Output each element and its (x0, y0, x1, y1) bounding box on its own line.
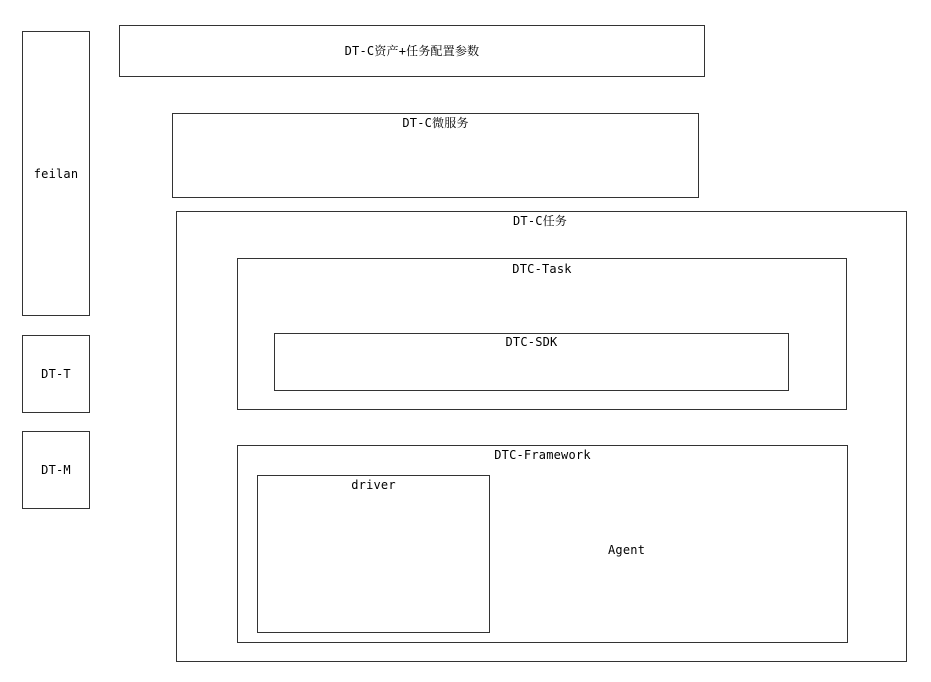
assets-config-label: DT-C资产+任务配置参数 (344, 44, 480, 58)
feilan-box (22, 31, 90, 316)
dtc-sdk-label: DTC-SDK (505, 335, 558, 349)
driver-label: driver (351, 478, 396, 492)
agent-label: Agent (608, 543, 646, 557)
dt-m-label: DT-M (41, 463, 71, 477)
driver-box (257, 475, 490, 633)
dt-m-box (22, 431, 90, 509)
dtc-sdk-box (274, 333, 789, 391)
microservice-box (172, 113, 699, 198)
microservice-label: DT-C微服务 (402, 116, 469, 130)
dt-t-label: DT-T (41, 367, 71, 381)
task-container-label: DT-C任务 (513, 214, 568, 228)
dt-t-box (22, 335, 90, 413)
dtc-framework-label: DTC-Framework (494, 448, 591, 462)
dtc-task-label: DTC-Task (512, 262, 572, 276)
assets-config-box (119, 25, 705, 77)
feilan-label: feilan (33, 166, 79, 181)
